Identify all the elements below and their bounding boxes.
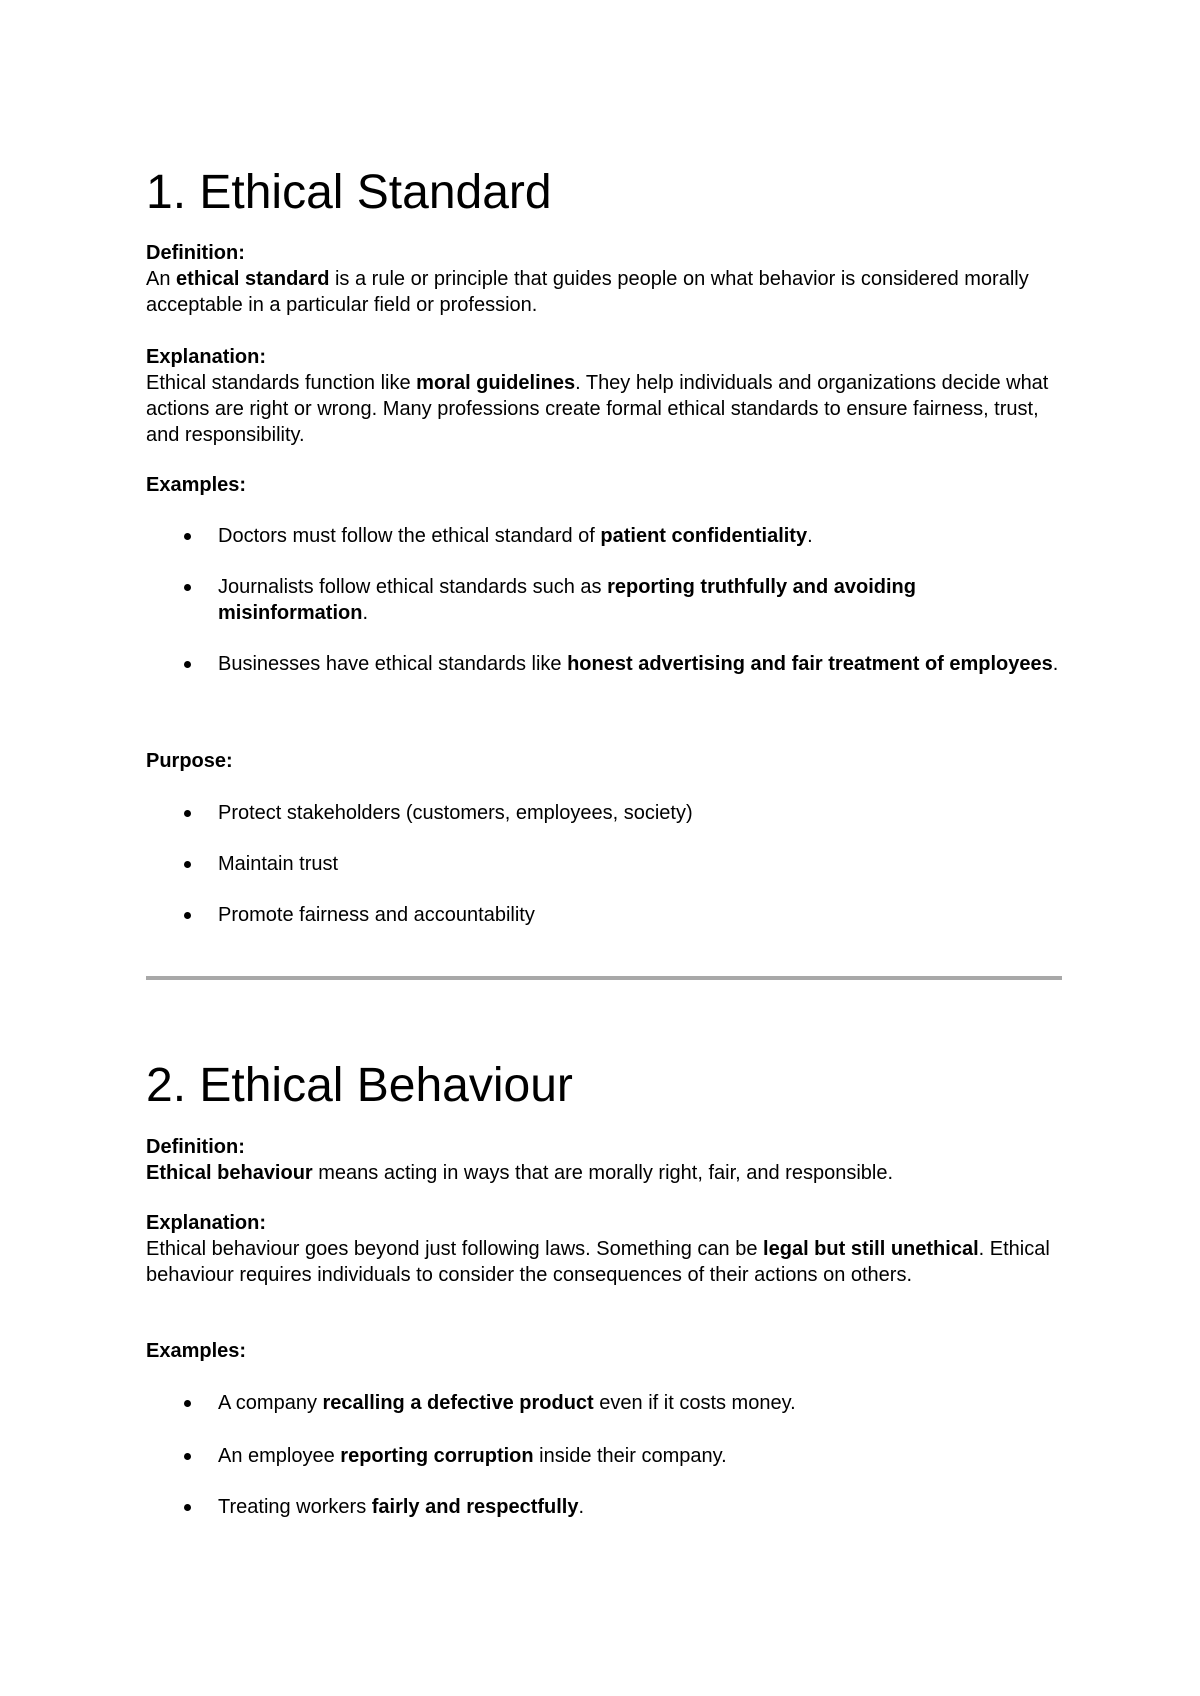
list-item: Maintain trust bbox=[146, 851, 1066, 877]
section-title: 1. Ethical Standard bbox=[146, 166, 552, 219]
explanation-block bbox=[146, 1210, 1066, 1288]
list-item: Journalists follow ethical standards such as reporting truthfully and avoiding misinformation. bbox=[146, 574, 1066, 626]
examples-label: Examples: bbox=[146, 474, 247, 496]
bullet-icon bbox=[184, 810, 191, 817]
definition-label: Definition: bbox=[146, 1136, 245, 1158]
bullet-icon bbox=[184, 661, 191, 668]
bullet-icon bbox=[184, 861, 191, 868]
definition-block bbox=[146, 1134, 1066, 1186]
definition-block bbox=[146, 240, 1066, 318]
purpose-list bbox=[146, 800, 1066, 928]
list-item: A company recalling a defective product even if it costs money. bbox=[146, 1390, 1066, 1416]
bullet-icon bbox=[184, 1400, 191, 1407]
purpose-label: Purpose: bbox=[146, 750, 233, 772]
section-divider bbox=[146, 976, 1062, 980]
examples-label: Examples: bbox=[146, 1340, 247, 1362]
section-title: 2. Ethical Behaviour bbox=[146, 1059, 573, 1112]
list-item: Promote fairness and accountability bbox=[146, 902, 1066, 928]
explanation-text: Ethical behaviour goes beyond just following laws. Something can be legal but still unethical. Ethical behaviour requires individuals to consider the consequences of their actions on others. bbox=[146, 1238, 1050, 1286]
examples-list bbox=[146, 1390, 1066, 1520]
explanation-block bbox=[146, 344, 1066, 448]
list-item: Businesses have ethical standards like honest advertising and fair treatment of employees. bbox=[146, 651, 1066, 677]
examples-list bbox=[146, 523, 1066, 677]
bullet-icon bbox=[184, 1453, 191, 1460]
list-item: Treating workers fairly and respectfully. bbox=[146, 1494, 1066, 1520]
explanation-text: Ethical standards function like moral guidelines. They help individuals and organizations decide what actions are right or wrong. Many professions create formal ethical standards to ensure fairness, trust, and responsibility. bbox=[146, 372, 1049, 446]
list-item: An employee reporting corruption inside their company. bbox=[146, 1443, 1066, 1469]
bullet-icon bbox=[184, 584, 191, 591]
explanation-label: Explanation: bbox=[146, 346, 267, 368]
explanation-label: Explanation: bbox=[146, 1212, 267, 1234]
bullet-icon bbox=[184, 1504, 191, 1511]
bullet-icon bbox=[184, 533, 191, 540]
bullet-icon bbox=[184, 912, 191, 919]
definition-text: An ethical standard is a rule or principle that guides people on what behavior is considered morally acceptable in a particular field or profession. bbox=[146, 268, 1029, 316]
definition-label: Definition: bbox=[146, 242, 245, 264]
list-item: Doctors must follow the ethical standard of patient confidentiality. bbox=[146, 523, 1066, 549]
definition-text: Ethical behaviour means acting in ways that are morally right, fair, and responsible. bbox=[146, 1162, 894, 1184]
list-item: Protect stakeholders (customers, employees, society) bbox=[146, 800, 1066, 826]
